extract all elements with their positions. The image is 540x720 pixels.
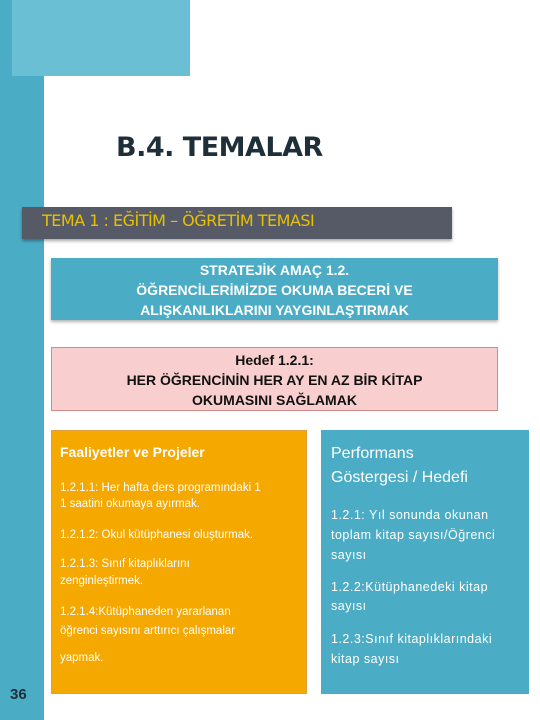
performance-item-3-line-1: 1.2.3:Sınıf kitaplıklarındaki bbox=[331, 632, 493, 646]
performance-heading-line-2: Göstergesi / Hedefi bbox=[331, 469, 468, 486]
activity-item-1-line-2: 1 saatini okumaya ayırmak. bbox=[60, 498, 200, 510]
performance-item-2-line-1: 1.2.2:Kütüphanedeki kitap bbox=[331, 580, 489, 594]
goal-line-2: HER ÖĞRENCİNİN HER AY EN AZ BİR KİTAP bbox=[126, 372, 423, 388]
activity-item-3-line-2: zenginleştirmek. bbox=[60, 575, 144, 587]
top-decor-block bbox=[0, 0, 190, 76]
strategy-line-2: ÖĞRENCİLERİMİZDE OKUMA BECERİ VE bbox=[136, 282, 413, 298]
top-decor-block-inner bbox=[12, 0, 190, 76]
performance-item-2-line-2: sayısı bbox=[331, 599, 367, 613]
activity-item-4-line-2: öğrenci sayısını arttırıcı çalışmalar bbox=[60, 625, 236, 637]
page-number: 36 bbox=[10, 686, 27, 703]
theme-label: TEMA 1 : EĞİTİM – ÖĞRETİM TEMASI bbox=[42, 211, 315, 230]
activity-item-4-line-3: yapmak. bbox=[60, 652, 104, 664]
performance-item-3-line-2: kitap sayısı bbox=[331, 652, 400, 666]
left-decor-bar bbox=[0, 0, 44, 720]
performance-heading-line-1: Performans bbox=[331, 445, 414, 462]
goal-line-3: OKUMASINI SAĞLAMAK bbox=[192, 392, 357, 408]
activity-item-1-line-1: 1.2.1.1: Her hafta ders programındaki 1 bbox=[60, 482, 261, 494]
goal-line-1: Hedef 1.2.1: bbox=[235, 352, 314, 368]
activity-item-3-line-1: 1.2.1.3: Sınıf kitaplıklarını bbox=[60, 558, 190, 570]
performance-item-1-line-1: 1.2.1: Yıl sonunda okunan bbox=[331, 508, 489, 522]
strategy-line-3: ALIŞKANLIKLARINI YAYGINLAŞTIRMAK bbox=[140, 302, 409, 318]
performance-item-1-line-2: toplam kitap sayısı/Öğrenci bbox=[331, 528, 496, 542]
activity-item-4-line-1: 1.2.1.4:Kütüphaneden yararlanan bbox=[60, 606, 231, 618]
strategy-line-1: STRATEJİK AMAÇ 1.2. bbox=[199, 262, 350, 278]
activity-item-2-line-1: 1.2.1.2: Okul kütüphanesi oluşturmak. bbox=[60, 529, 254, 541]
page-title: B.4. TEMALAR bbox=[116, 132, 323, 163]
performance-item-1-line-3: sayısı bbox=[331, 548, 367, 562]
activities-heading: Faaliyetler ve Projeler bbox=[60, 444, 205, 460]
